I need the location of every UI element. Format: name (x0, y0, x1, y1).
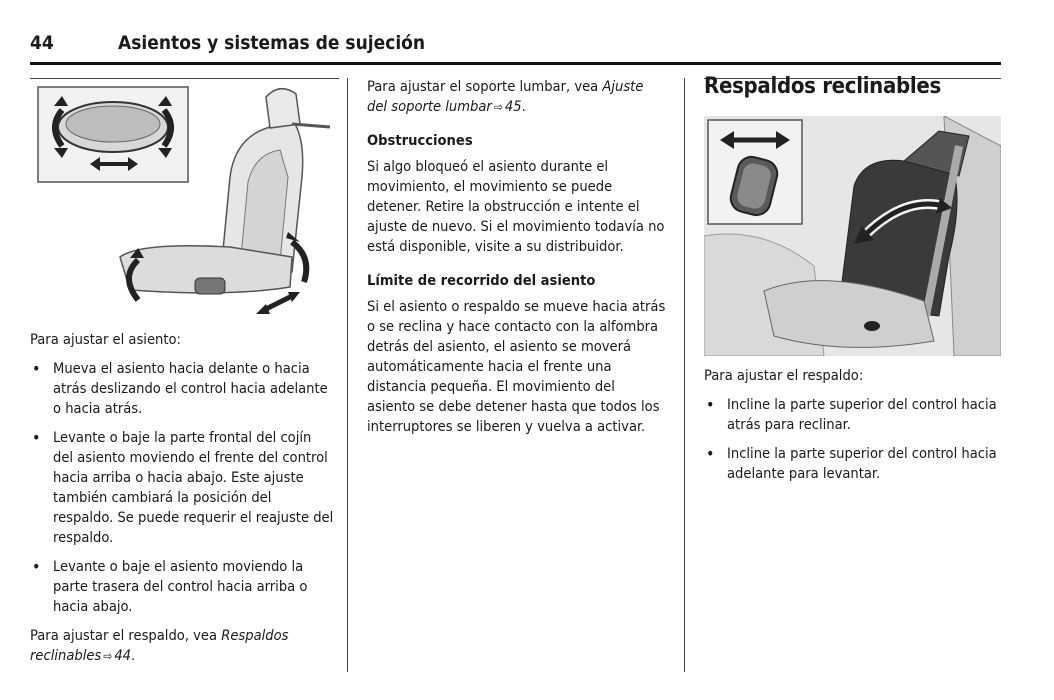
list-item: • Incline la parte superior del control hacia atrás para reclinar. (704, 395, 1001, 435)
page-number: 44 (30, 32, 54, 54)
page-ref-arrow-icon: ⇨ (103, 649, 113, 663)
list-item: • Levante o baje el asiento moviendo la parte trasera del control hacia arriba o hacia abajo. (30, 557, 335, 617)
recline-list (704, 395, 1001, 484)
list-item: • Levante o baje la parte frontal del cojín del asiento moviendo el frente del control hacia arriba o hacia abajo. Este ajuste también cambiará la posición del respaldo. Se puede requerir el reajuste del respaldo. (30, 428, 335, 548)
column-1 (30, 330, 335, 675)
figure-rule-left (30, 78, 339, 79)
list-item: • Mueva el asiento hacia delante o hacia atrás deslizando el control hacia adelante o hacia atrás. (30, 359, 335, 419)
recline-reference-page[interactable]: 44 (114, 647, 132, 664)
page-header (30, 30, 1000, 64)
travel-limit-heading: Límite de recorrido del asiento (367, 272, 596, 289)
column-3-body (704, 366, 1001, 493)
column-2 (367, 77, 667, 446)
seat-adjust-intro: Para ajustar el asiento: (30, 331, 181, 348)
lumbar-reference-page[interactable]: 45 (504, 98, 522, 115)
recline-illustration (704, 116, 1001, 356)
header-rule (30, 62, 1001, 65)
lumbar-reference: Para ajustar el soporte lumbar, vea Ajuste del soporte lumbar ⇨ 45. (367, 78, 644, 115)
column-divider-2 (684, 78, 685, 672)
recline-reference: Para ajustar el respaldo, vea Respaldos reclinables ⇨ 44. (30, 627, 289, 664)
recline-reference-link[interactable]: Respaldos reclinables (30, 627, 289, 664)
lumbar-reference-link[interactable]: Ajuste del soporte lumbar (367, 78, 644, 115)
list-item: • Incline la parte superior del control hacia adelante para levantar. (704, 444, 1001, 484)
travel-limit-text: Si el asiento o respaldo se mueve hacia atrás o se reclina y hace contacto con la alfombra detrás del asiento, el asiento se moverá automáticamente hacia el frente una distancia pequeña. El movimiento del asiento se debe detener hasta que todos los interruptores se liberen y vuelva a activar. (367, 298, 666, 435)
seat-adjust-list (30, 359, 335, 617)
section-heading: Respaldos reclinables (704, 74, 941, 99)
column-3 (704, 74, 1001, 109)
column-divider-1 (347, 78, 348, 672)
obstructions-heading: Obstrucciones (367, 132, 473, 149)
recline-intro: Para ajustar el respaldo: (704, 367, 864, 384)
page-ref-arrow-icon: ⇨ (493, 100, 503, 114)
obstructions-text: Si algo bloqueó el asiento durante el movimiento, el movimiento se puede detener. Retire la obstrucción e intente el ajuste de nuevo. Si el movimiento todavía no está disponible, visite a su distribuidor. (367, 158, 665, 255)
chapter-title: Asientos y sistemas de sujeción (118, 32, 426, 54)
seat-adjust-illustration (30, 82, 339, 322)
